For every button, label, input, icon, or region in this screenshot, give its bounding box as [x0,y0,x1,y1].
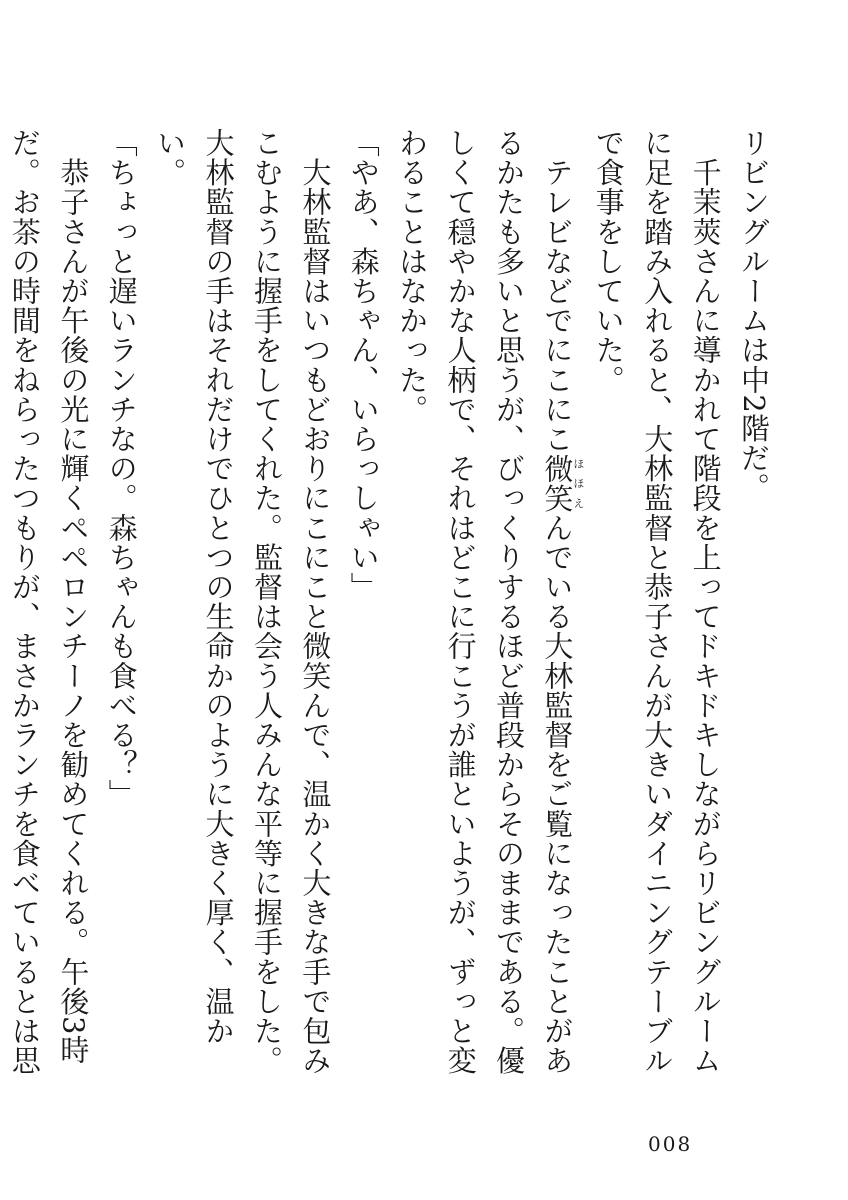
paragraph: 「やあ、森ちゃん、いらっしゃい」 [346,128,381,602]
paragraph: リビングルームは中2階だ。 [737,128,771,503]
paragraph: 恭子さんが午後の光に輝くペペロンチーノを勧めてくれる。午後3時だ。お茶の時間をねらったつもりが、まさかランチを食べているとは思 [7,128,91,1076]
body-text [7,128,778,1088]
page-number: 008 [648,1132,693,1156]
paragraph: 「ちょっと遅いランチなの。森ちゃんも食べる？」 [104,128,139,809]
paragraph: テレビなどでにこにこ微笑ほほえんでいる大林監督をご覧になったことがあるかたも多いと思うが、びっくりするほど普段からそのままである。優しくて穏やかな人柄で、それはどこに行こうが誰といようが、ずっと変わることはなかった。 [395,128,585,1076]
paragraph: 大林監督はいつもどおりにこにこと微笑んで、温かく大きな手で包みこむように握手をしてくれた。監督は会う人みんな平等に握手をした。大林監督の手はそれだけでひとつの生命かのように大きく厚く、温かい。 [153,128,333,1076]
ruby-annotation: 微笑ほほえ [540,453,585,513]
paragraph: 千茉莢さんに導かれて階段を上ってドキドキしながらリビングルームに足を踏み入れると、大林監督と恭子さんが大きいダイニングテーブルで食事をしていた。 [591,128,723,1076]
